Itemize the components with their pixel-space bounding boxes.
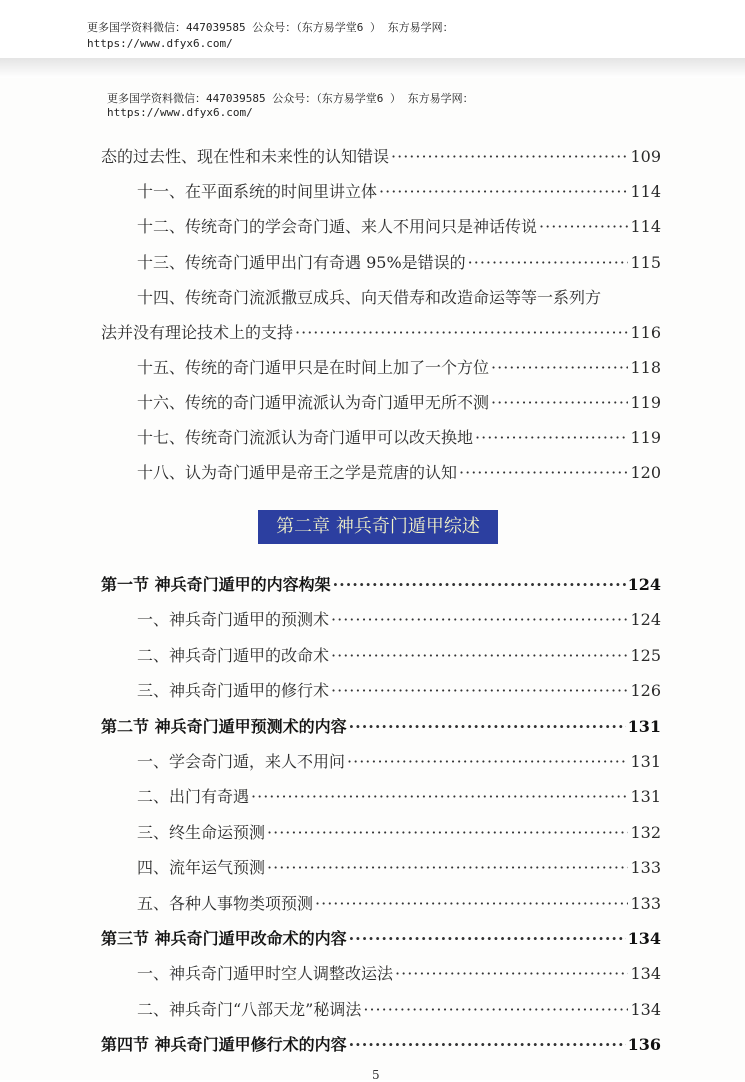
- toc-entry-text: 法并没有理论技术上的支持: [101, 323, 294, 342]
- toc-entry-text: 一、学会奇门遁，来人不用问: [137, 752, 346, 771]
- toc-entry-text: 五、各种人事物类项预测: [137, 894, 314, 913]
- toc-leader-dots: [349, 928, 626, 950]
- toc-entry-text: 二、神兵奇门遁甲的改命术: [137, 646, 330, 665]
- toc-entry-page: 120: [630, 463, 661, 482]
- toc-entry-page: 134: [630, 964, 661, 983]
- toc-leader-dots: [391, 146, 628, 168]
- toc-entry-page: 118: [630, 358, 661, 377]
- toc-entry-page: 114: [630, 217, 661, 236]
- inner-watermark-url: https://www.dfyx6.com/: [107, 106, 253, 119]
- toc-leader-dots: [331, 609, 628, 631]
- toc-leader-dots: [267, 822, 628, 844]
- toc-leader-dots: [491, 392, 628, 414]
- toc-entry-page: 119: [630, 428, 661, 447]
- page-number: 5: [372, 1068, 380, 1082]
- toc-entry-text: 一、神兵奇门遁甲的预测术: [137, 610, 330, 629]
- toc-leader-dots: [491, 357, 628, 379]
- toc-leader-dots: [295, 322, 628, 344]
- toc-entry-text: 一、神兵奇门遁甲时空人调整改运法: [137, 964, 394, 983]
- toc-leader-dots: [331, 680, 628, 702]
- toc-entry-page: 109: [630, 147, 661, 166]
- toc-entry-14-line2: [101, 322, 661, 344]
- toc-entry-text: 第三节 神兵奇门遁甲改命术的内容: [101, 929, 347, 948]
- toc-subsection-entry: [137, 645, 661, 667]
- watermark-banner: [0, 0, 745, 58]
- toc-entry-text: 态的过去性、现在性和未来性的认知错误: [101, 147, 390, 166]
- toc-leader-dots: [379, 181, 628, 203]
- inner-watermark: [107, 92, 474, 120]
- toc-entry-page: 134: [630, 1000, 661, 1019]
- page-separator: [0, 58, 745, 78]
- toc-entry-text: 第四节 神兵奇门遁甲修行术的内容: [101, 1035, 347, 1054]
- toc-entry-page: 116: [630, 323, 661, 342]
- toc-entry-page: 131: [627, 717, 661, 736]
- toc-entry-page: 133: [630, 858, 661, 877]
- toc-entry-text: 三、神兵奇门遁甲的修行术: [137, 681, 330, 700]
- toc-entry-11: [137, 181, 661, 203]
- toc-leader-dots: [349, 716, 626, 738]
- toc-entry-text: 十七、传统奇门流派认为奇门遁甲可以改天换地: [137, 428, 474, 447]
- toc-entry-16: [137, 392, 661, 414]
- toc-entry-text: 十五、传统的奇门遁甲只是在时间上加了一个方位: [137, 358, 490, 377]
- toc-leader-dots: [333, 574, 626, 596]
- toc-entry-page: 125: [630, 646, 661, 665]
- toc-entry-text: 十二、传统奇门的学会奇门遁、来人不用问只是神话传说: [137, 217, 538, 236]
- toc-entry-15: [137, 357, 661, 379]
- toc-section-entry: [101, 574, 661, 596]
- toc-leader-dots: [539, 216, 628, 238]
- toc-entry-text: 二、出门有奇遇: [137, 787, 250, 806]
- toc-entry-text: 十八、认为奇门遁甲是帝王之学是荒唐的认知: [137, 463, 458, 482]
- toc-section-entry: [101, 716, 661, 738]
- toc-entry-text: 三、终生命运预测: [137, 823, 266, 842]
- inner-watermark-contact: 更多国学资料微信：447039585 公众号：（东方易学堂6 ） 东方易学网：: [107, 92, 474, 105]
- toc-entry-text: 十六、传统的奇门遁甲流派认为奇门遁甲无所不测: [137, 393, 490, 412]
- toc-entry-13: [137, 252, 661, 274]
- toc-leader-dots: [347, 751, 628, 773]
- toc-subsection-entry: [137, 786, 661, 808]
- toc-leader-dots: [468, 252, 629, 274]
- toc-leader-dots: [363, 999, 628, 1021]
- toc-section-entry: [101, 928, 661, 950]
- toc-entry-page: 136: [627, 1035, 661, 1054]
- toc-section-entry: [101, 1034, 661, 1056]
- toc-subsection-entry: [137, 893, 661, 915]
- chapter-heading: 第二章 神兵奇门遁甲综述: [258, 510, 498, 544]
- toc-leader-dots: [459, 462, 628, 484]
- toc-entry-text: 第一节 神兵奇门遁甲的内容构架: [101, 575, 331, 594]
- toc-entry-page: 115: [630, 253, 661, 272]
- toc-leader-dots: [331, 645, 628, 667]
- toc-leader-dots: [267, 857, 628, 879]
- toc-subsection-entry: [137, 822, 661, 844]
- toc-entry-12: [137, 216, 661, 238]
- toc-entry-page: 124: [627, 575, 661, 594]
- toc-subsection-entry: [137, 857, 661, 879]
- toc-entry-text: 四、流年运气预测: [137, 858, 266, 877]
- banner-url-line: https://www.dfyx6.com/: [87, 37, 233, 50]
- toc-subsection-entry: [137, 680, 661, 702]
- toc-entry-18: [137, 462, 661, 484]
- toc-leader-dots: [251, 786, 628, 808]
- toc-entry-17: [137, 427, 661, 449]
- scanned-page: [0, 78, 745, 1080]
- toc-entry-page: 133: [630, 894, 661, 913]
- banner-contact-line: 更多国学资料微信：447039585 公众号：（东方易学堂6 ） 东方易学网：: [87, 21, 454, 34]
- toc-leader-dots: [475, 427, 628, 449]
- toc-entry-text: 十三、传统奇门遁甲出门有奇遇 95%是错误的: [137, 253, 466, 272]
- toc-subsection-entry: [137, 609, 661, 631]
- toc-subsection-entry: [137, 999, 661, 1021]
- toc-entry-page: 132: [630, 823, 661, 842]
- toc-subsection-entry: [137, 751, 661, 773]
- toc-entry-page: 131: [630, 787, 661, 806]
- toc-entry-text: 第二节 神兵奇门遁甲预测术的内容: [101, 717, 347, 736]
- toc-entry-page: 114: [630, 182, 661, 201]
- toc-leader-dots: [315, 893, 628, 915]
- toc-leader-dots: [395, 963, 628, 985]
- toc-entry-14-line1: 十四、传统奇门流派撒豆成兵、向天借寿和改造命运等等一系列方: [137, 288, 602, 307]
- toc-entry-text: 二、神兵奇门“八部天龙”秘调法: [137, 1000, 362, 1019]
- toc-entry-page: 119: [630, 393, 661, 412]
- toc-entry-text: 十一、在平面系统的时间里讲立体: [137, 182, 378, 201]
- toc-entry-page: 126: [630, 681, 661, 700]
- toc-entry-page: 131: [630, 752, 661, 771]
- toc-entry-page: 134: [627, 929, 661, 948]
- toc-entry-carry: [101, 146, 661, 168]
- toc-entry-page: 124: [630, 610, 661, 629]
- toc-leader-dots: [349, 1034, 626, 1056]
- toc-subsection-entry: [137, 963, 661, 985]
